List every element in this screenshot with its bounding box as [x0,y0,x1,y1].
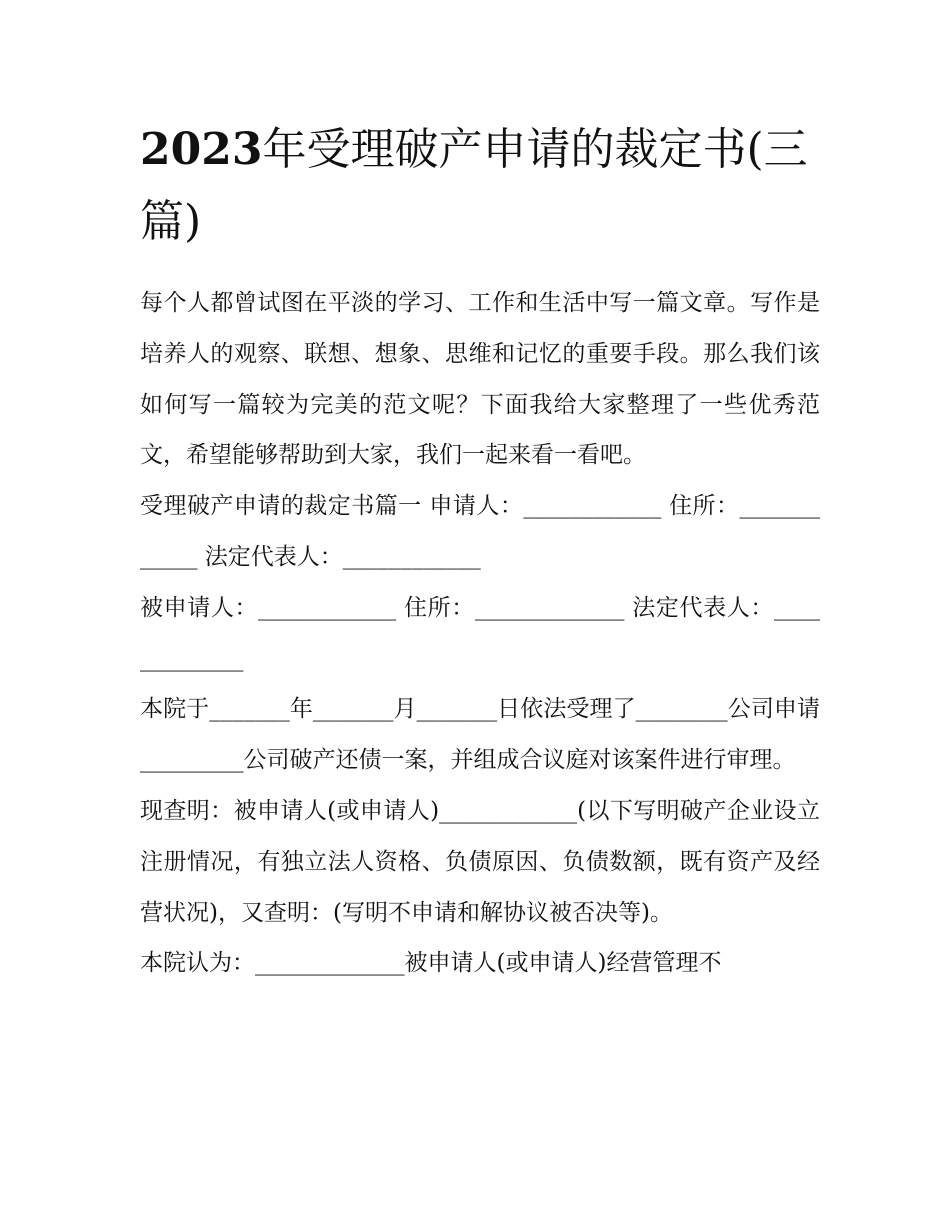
paragraph-respondent: 被申请人：____________ 住所：_____________ 法定代表人：_____________ [140,594,820,672]
title-text: 年受理破产申请的裁定书(三篇) [140,124,808,247]
document-title [140,114,820,258]
paragraph-acceptance: 本院于_______年_______月_______日依法受理了________公司申请_________公司破产还债一案，并组成合议庭对该案件进行审理。 [140,696,820,774]
paragraph-intro: 每个人都曾试图在平淡的学习、工作和生活中写一篇文章。写作是培养人的观察、联想、想象、思维和记忆的重要手段。那么我们该如何写一篇较为完美的范文呢？下面我给大家整理了一些优秀范文，希望能够帮助到大家，我们一起来看一看吧。 [140,290,820,469]
title-year: 2023 [140,124,263,175]
document-body [140,278,820,989]
paragraph-findings: 现查明：被申请人(或申请人)____________(以下写明破产企业设立注册情况，有独立法人资格、负债原因、负债数额，既有资产及经营状况)，又查明：(写明不申请和解协议被否决等)。 [140,797,820,926]
paragraph-applicant: 受理破产申请的裁定书篇一 申请人：____________ 住所：____________ 法定代表人：____________ [140,493,820,570]
paragraph-opinion: 本院认为：_____________被申请人(或申请人)经营管理不 [140,950,722,977]
